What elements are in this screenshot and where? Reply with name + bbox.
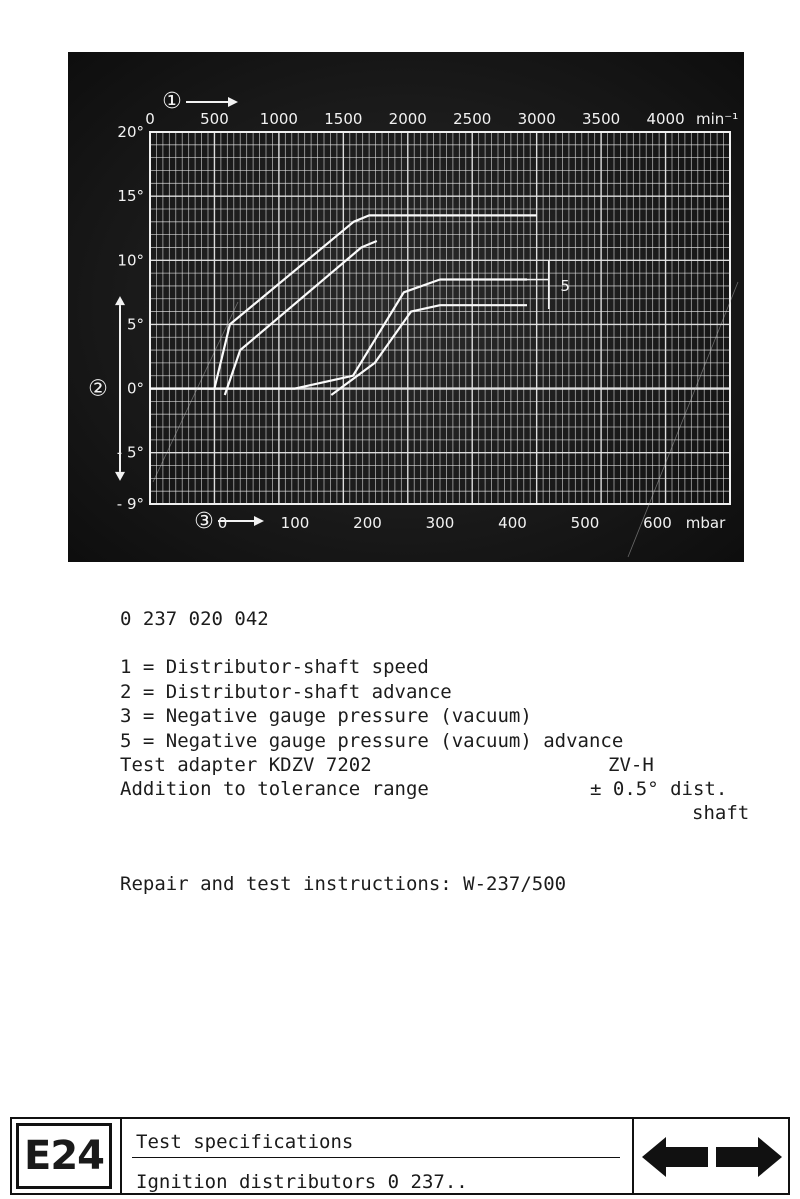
left-tick-label: 10° — [117, 251, 144, 270]
legend-item-2: 2 = Distributor-shaft advance — [120, 681, 452, 703]
legend-item-5: 5 = Negative gauge pressure (vacuum) advance — [120, 730, 624, 752]
left-tick-label: 15° — [117, 187, 144, 206]
advance-axis-marker: ② — [88, 376, 108, 402]
left-tick-label: - 5° — [116, 443, 144, 462]
footer-divider-right — [632, 1119, 634, 1193]
legend-item-3: 3 = Negative gauge pressure (vacuum) — [120, 705, 532, 727]
left-tick-label: 0° — [126, 379, 144, 398]
speed-axis-marker: ① — [162, 89, 182, 114]
footer-subtitle: Ignition distributors 0 237.. — [136, 1171, 468, 1193]
top-tick-label: 3500 — [582, 110, 621, 128]
curve-label-5: 5 — [560, 277, 570, 296]
test-adapter-value: ZV-H — [608, 754, 654, 776]
top-tick-label: 4000 — [646, 110, 685, 128]
page-nav — [640, 1133, 784, 1181]
footer-title: Test specifications — [136, 1131, 354, 1153]
left-tick-label: - 9° — [116, 495, 144, 513]
chart-svg — [68, 52, 744, 562]
bottom-tick-label: 400 — [498, 514, 527, 532]
tolerance-label: Addition to tolerance range — [120, 778, 429, 800]
footer-divider-left — [120, 1119, 122, 1193]
bottom-tick-label: 600 — [643, 514, 672, 532]
bottom-tick-label: 300 — [425, 514, 455, 532]
tolerance-value: ± 0.5° dist. — [590, 778, 728, 800]
top-tick-label: 2000 — [388, 110, 427, 128]
test-adapter-label: Test adapter KDZV 7202 — [120, 754, 372, 776]
advance-curve-chart — [68, 52, 744, 562]
part-number: 0 237 020 042 — [120, 608, 269, 630]
right-arrow-icon[interactable] — [716, 1137, 782, 1177]
top-tick-label: 500 — [200, 110, 229, 128]
top-tick-label: 1000 — [259, 110, 298, 128]
tolerance-value-unit: shaft — [692, 802, 750, 824]
bottom-tick-label: 0 — [217, 514, 228, 532]
footer-rule — [132, 1157, 620, 1158]
bottom-axis-unit: mbar — [685, 514, 726, 532]
bottom-tick-label: 100 — [280, 514, 310, 532]
legend-item-1: 1 = Distributor-shaft speed — [120, 656, 429, 678]
repair-instructions: Repair and test instructions: W-237/500 — [120, 873, 567, 895]
page-footer — [10, 1117, 790, 1195]
left-arrow-icon[interactable] — [642, 1137, 708, 1177]
top-tick-label: 2500 — [453, 110, 492, 128]
section-badge: E24 — [16, 1123, 112, 1189]
bottom-tick-label: 500 — [570, 514, 600, 532]
top-tick-label: 1500 — [324, 110, 363, 128]
vacuum-axis-marker: ③ — [194, 509, 214, 534]
top-tick-label: 3000 — [517, 110, 556, 128]
left-tick-label: 5° — [126, 315, 144, 334]
top-axis-unit: min⁻¹ — [696, 110, 739, 128]
left-tick-label: 20° — [117, 123, 144, 141]
top-tick-label: 0 — [145, 110, 155, 128]
bottom-tick-label: 200 — [353, 514, 382, 532]
